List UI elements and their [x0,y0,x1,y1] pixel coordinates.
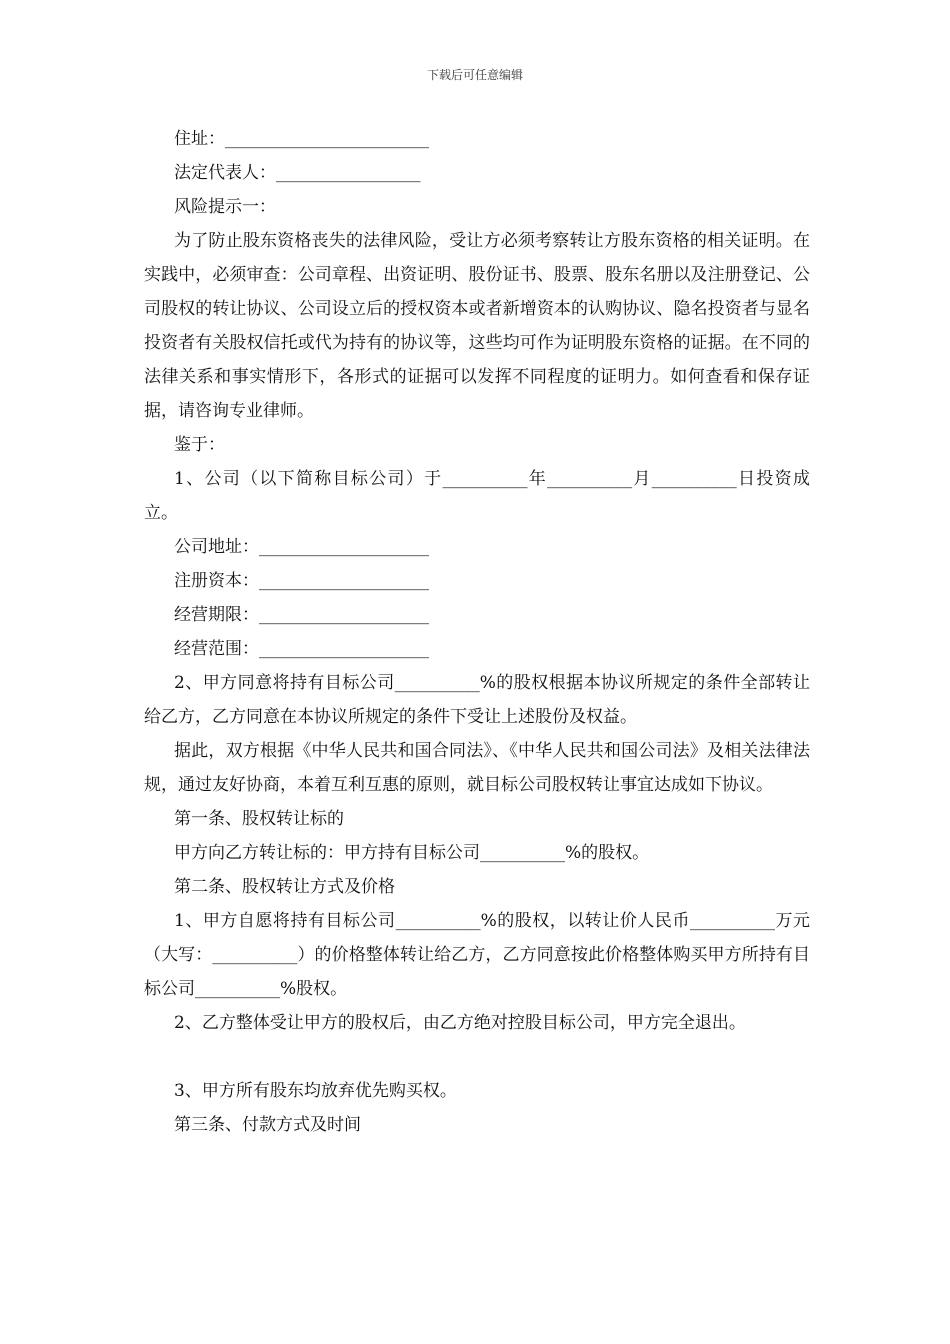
article-2-heading: 第二条、股权转让方式及价格 [174,877,395,897]
business-term-line: 经营期限：____________________ [174,605,429,625]
article-3-heading: 第三条、付款方式及时间 [174,1115,361,1135]
page-header-note: 下载后可任意编辑 [426,68,523,82]
article-2-item-2: 2、乙方整体受让甲方的股权后，由乙方绝对控股目标公司，甲方完全退出。 [174,1013,746,1033]
risk-tip-heading: 风险提示一： [174,197,276,217]
blank-line [144,1040,810,1074]
article-1-content: 甲方向乙方转让标的：甲方持有目标公司__________%的股权。 [174,843,650,863]
legal-representative-line: 法定代表人：_________________ [174,163,421,183]
document-body [144,122,810,1142]
company-address-line: 公司地址：____________________ [174,537,429,557]
registered-capital-line: 注册资本：____________________ [174,571,429,591]
article-2-item-3: 3、甲方所有股东均放弃优先购买权。 [174,1081,457,1101]
whereas-item-1: 1、公司（以下简称目标公司）于__________年__________月__________日投资成立。 [144,469,810,523]
address-line: 住址：________________________ [174,129,429,149]
whereas-heading: 鉴于： [174,435,225,455]
article-2-item-1: 1、甲方自愿将持有目标公司__________%的股权，以转让价人民币__________万元（大写：__________）的价格整体转让给乙方，乙方同意按此价格整体购买甲方所持有目标公司__________%股权。 [144,911,810,999]
accordingly-paragraph: 据此，双方根据《中华人民共和国合同法》、《中华人民共和国公司法》及相关法律法规，通过友好协商，本着互利互惠的原则，就目标公司股权转让事宜达成如下协议。 [144,741,810,795]
business-scope-line: 经营范围：____________________ [174,639,429,659]
risk-tip-paragraph: 为了防止股东资格丧失的法律风险，受让方必须考察转让方股东资格的相关证明。在实践中，必须审查：公司章程、出资证明、股份证书、股票、股东名册以及注册登记、公司股权的转让协议、公司设立后的授权资本或者新增资本的认购协议、隐名投资者与显名投资者有关股权信托或代为持有的协议等，这些均可作为证明股东资格的证据。在不同的法律关系和事实情形下，各形式的证据可以发挥不同程度的证明力。如何查看和保存证据，请咨询专业律师。 [144,231,810,421]
article-1-heading: 第一条、股权转让标的 [174,809,344,829]
whereas-item-2: 2、甲方同意将持有目标公司__________%的股权根据本协议所规定的条件全部转让给乙方，乙方同意在本协议所规定的条件下受让上述股份及权益。 [144,673,810,727]
